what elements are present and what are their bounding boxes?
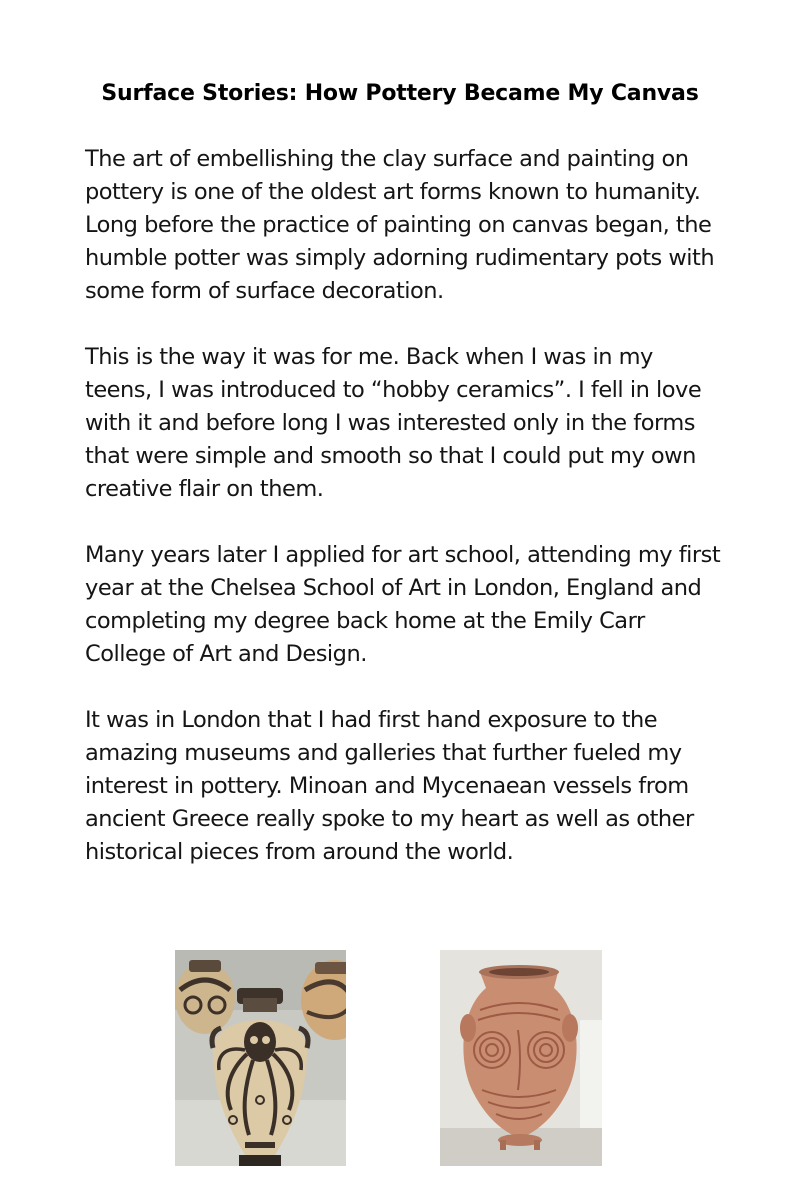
minoan-jar-photo: [175, 950, 346, 1166]
article-body: [85, 143, 725, 902]
photo-row: [0, 950, 800, 1168]
paragraph-1: The art of embellishing the clay surface and painting on pottery is one of the oldest art forms known to humanity. Long before the practice of painting on canvas began, the humble potter was simply adorning rudimentary pots with some form of surface decoration.: [85, 146, 715, 304]
minoan-jar-illustration: [175, 950, 346, 1166]
paragraph-2: This is the way it was for me. Back when I was in my teens, I was introduced to “hobby ceramics”. I fell in love with it and before long I was interested only in the forms that were simple and smooth so that I could put my own creative flair on them.: [85, 344, 702, 502]
paragraph-3: Many years later I applied for art school, attending my first year at the Chelsea School of Art in London, England and completing my degree back home at the Emily Carr College of Art and Design.: [85, 542, 721, 667]
paragraph-4: It was in London that I had first hand exposure to the amazing museums and galleries that further fueled my interest in pottery. Minoan and Mycenaean vessels from ancient Greece really spoke to my heart as well as other historical pieces from around the world.: [85, 707, 694, 865]
page-title: Surface Stories: How Pottery Became My Canvas: [101, 81, 699, 106]
terracotta-jar-illustration: [440, 950, 602, 1166]
terracotta-jar-photo: [440, 950, 602, 1166]
